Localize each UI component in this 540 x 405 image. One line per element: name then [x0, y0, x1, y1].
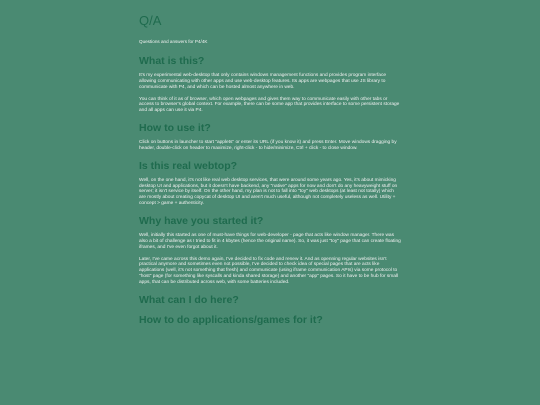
- section-heading: Why have you started it?: [139, 214, 264, 227]
- section-heading: Is this real webtop?: [139, 159, 238, 172]
- qa-page: [139, 0, 401, 334]
- section-paragraph: Well, on the one hand, it's not like real web desktop services, that were around some years ago. Yes, it's about mimicking desktop UI and applications, but it doesn't have backend, any "native" apps for now and don't do any heavyweight stuff on server; it isn't service by itself. On the other hand, my plan is not to fall into "toy" web desktops (at least not totally) which are mostly about creating copycat of desktop UI and aren't much useful, although not completely useless as well. Utility + concept > game + authenticity.: [139, 177, 398, 207]
- section-heading: How to do applications/games for it?: [139, 313, 323, 326]
- section-heading: What can I do here?: [139, 293, 239, 306]
- section-paragraph: Click on buttons in launcher to start "applets" or enter its URL (if you know it) and press Enter. Move windows dragging by header, double-click on header to maximize, right-click - to hide/minimize, Ctrl + click - to close window.: [139, 140, 397, 151]
- section-what-is-this: [139, 55, 401, 114]
- section-paragraph: Well, initially this started as one of must-have things for web-developer - page that acts like window manager. There was also a bit of challenge as I tried to fit in 4 kbytes (hence the original name). So, it was just "toy" page that can create floating iframes, and I've even forgot about it.: [139, 232, 401, 250]
- section-paragraph: It's my experimental web-desktop that only contains windows management functions and provides program interface allowing communicating with other apps and use web-desktop features. Its apps are webpages that use JS library to communicate with P4, and which can be hosted almost anywhere in web.: [139, 73, 387, 90]
- section-real-webtop: [139, 160, 401, 207]
- section-paragraph: You can think of it as of browser, which open webpages and gives them way to communicate easily with other tabs or access to browser's global context. For example, there can be some app that provides interface to some persistent storage and all apps can use it via P4.: [139, 96, 400, 114]
- section-heading: What is this?: [139, 55, 205, 67]
- section-paragraph: Later, I've came across this demo again, I've decided to fix code and renew it. And as openning regular websites isn't practical anymore and sometimes even not possible, I've decided to check idea of special pages that are acts like applications (well, it's not something that fresh) and communicate (using iframe communication APIs) via some protocol to "host" page (for something like syscalls and kinda shared storage) and another "app" pages. So it have to be hub for small apps, that can be distributed across web, with some batteries included.: [139, 256, 399, 285]
- section-how-to-make-apps: [139, 314, 401, 326]
- section-what-can-i-do: [139, 294, 401, 306]
- section-why-started: [139, 215, 401, 286]
- section-how-to-use: [139, 122, 401, 152]
- section-heading: How to use it?: [139, 122, 211, 135]
- page-title: Q/A: [139, 13, 162, 28]
- page-subtitle: Questions and answers for P4/4K: [139, 39, 208, 44]
